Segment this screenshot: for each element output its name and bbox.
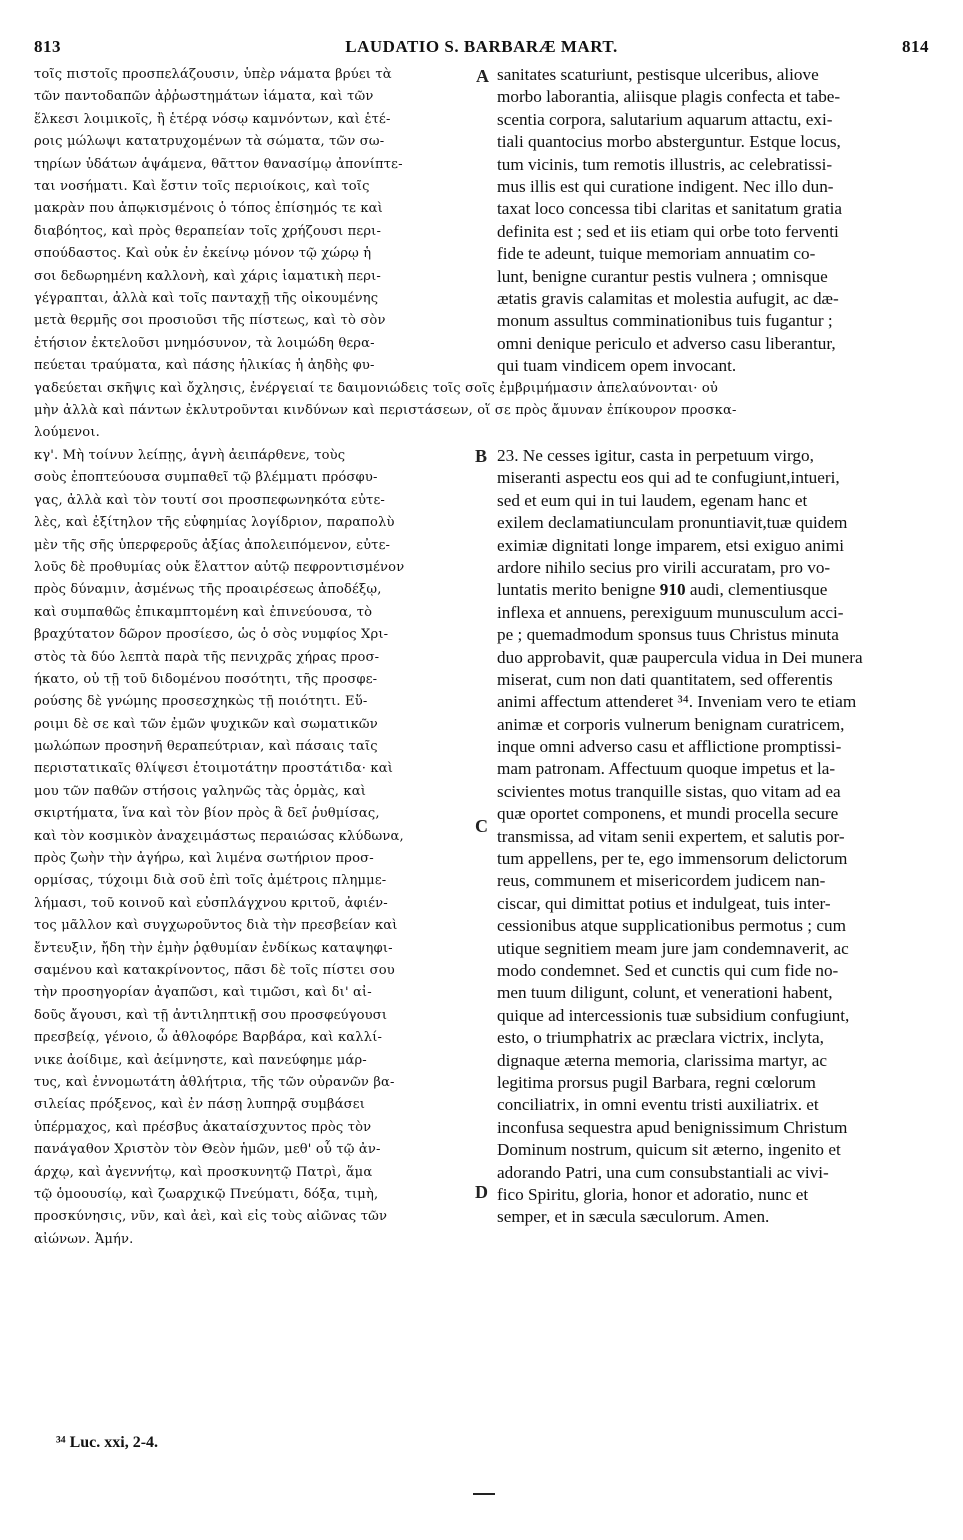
latin-text-line: eximiæ dignitati longe imparem, etsi exiguo animi xyxy=(497,535,845,555)
greek-text-line: περιστατικαῖς θλίψεσι ἑτοιμοτάτην προστάτιδα· καὶ xyxy=(34,761,394,777)
greek-text-line: τοῖς πιστοῖς προσπελάζουσιν, ὑπὲρ νάματα βρύει τὰ xyxy=(34,67,392,82)
greek-text-line: νικε ἀοίδιμε, καὶ ἀείμνηστε, καὶ πανεύφημε μάρ- xyxy=(34,1052,367,1068)
running-title: LAUDATIO S. BARBARÆ MART. xyxy=(345,37,618,56)
greek-text-line: πανάγαθον Χριστὸν τὸν Θεὸν ἡμῶν, μεθ' οὗ τῷ ἀν- xyxy=(34,1142,381,1158)
latin-text-line: quique ad intercessionis tuæ subsidium confugiunt, xyxy=(497,1005,850,1025)
greek-text-line: ἕλκεσι λοιμικοῖς, ἢ ἑτέρᾳ νόσῳ καμνόντων, καὶ ἑτέ- xyxy=(34,111,391,127)
greek-text-line: λήμασι, τοῦ κοινοῦ καὶ εὐσπλάγχνου κριτοῦ, ἀφιέν- xyxy=(34,895,388,911)
latin-text-line: scentia corpora, salutarium aquarum attactu, exi- xyxy=(497,109,833,129)
latin-text-line: duo approbavit, quæ paupercula vidua in Dei munera xyxy=(497,647,863,667)
margin-marker-c: C xyxy=(475,816,488,836)
latin-text-line: quæ oportet componens, et mundi procella secure xyxy=(497,804,839,824)
greek-text-line: ρούσης δὲ γνώμης προσεσχηκὼς τῇ ποιότητι. Εὕ- xyxy=(34,694,368,710)
greek-text-line: σιλείας πρόξενος, καὶ ἐν πάσῃ λυπηρᾷ συμβάσει xyxy=(34,1097,366,1113)
greek-text-line: γέγραπται, ἀλλὰ καὶ τοῖς πανταχῇ τῆς οἰκουμένης xyxy=(34,290,379,306)
latin-text-line: inque omni adverso casu et afflictione promptissi- xyxy=(497,737,842,757)
latin-text-line: omni denique periculo et adverso casu liberantur, xyxy=(497,333,836,353)
latin-text-line: men tuum diligunt, colunt, et venerationi habent, xyxy=(497,983,833,1003)
latin-text-line: pe ; quemadmodum sponsus tuus Christus minuta xyxy=(497,625,839,645)
greek-text-line: ται νοσήματι. Καὶ ἔστιν τοῖς περιοίκοις, καὶ τοῖς xyxy=(34,178,370,194)
latin-text-line: tum appellens, per te, ego immensorum delictorum xyxy=(497,849,848,869)
latin-text-fragment: luntatis merito benigne xyxy=(497,580,660,600)
greek-text-line: ορμίσας, τύχοιμι διὰ σοῦ ἐπὶ τοῖς ἀμέτροις πλημμε- xyxy=(34,873,387,889)
latin-text-line: exilem declamatiunculam pronuntiavit,tuæ quidem xyxy=(497,513,848,533)
greek-column-top xyxy=(34,64,471,377)
latin-text-line: miserat, cum non dati quantitatem, sed offerentis xyxy=(497,669,833,689)
latin-text-line: fico Spiritu, gloria, honor et adoratio, nunc et xyxy=(497,1184,809,1204)
latin-text-line: fide te adeunt, tuique memoriam annuatim co- xyxy=(497,244,816,264)
greek-text-line: τυς, καὶ ἐννομωτάτη ἀθλήτρια, τῆς τῶν οὐρανῶν βα- xyxy=(34,1074,395,1090)
greek-text-line: γας, ἀλλὰ καὶ τὸν τουτί σοι προσπεφωνηκότα εὐτε- xyxy=(34,492,385,508)
greek-text-line: λούμενοι. xyxy=(34,425,100,441)
latin-text-line: legitima prorsus pugil Barbara, regni cœlorum xyxy=(497,1072,816,1092)
latin-text-line: adorando Patri, una cum consubstantiali ac vivi- xyxy=(497,1162,829,1182)
greek-text-line: ήκατο, οὐ τῇ τοῦ διδομένου ποσότητι, τῆς προσφε- xyxy=(34,671,378,687)
greek-text-line: τὴν προσηγορίαν ἀγαπῶσι, καὶ τιμῶσι, καὶ δι' αἰ- xyxy=(34,985,372,1001)
latin-text-line: sanitates scaturiunt, pestisque ulceribus, aliove xyxy=(497,65,819,84)
greek-text-line: πρεσβείᾳ, γένοιο, ὦ ἀθλοφόρε Βαρβάρα, καὶ καλλί- xyxy=(34,1030,383,1046)
latin-text-line: morbo laborantia, aliisque plagis confecta et tabe- xyxy=(497,87,841,107)
latin-column-top xyxy=(497,64,931,377)
latin-text-line xyxy=(497,579,931,601)
latin-text-line: tum vicinis, tum remotis illustris, ac celebratissi- xyxy=(497,154,833,174)
latin-text-line: esto, o triumphatrix ac præclara victrix, inclyta, xyxy=(497,1028,824,1048)
latin-text-line: scivientes motus tranquille sistas, quo vitam ad ea xyxy=(497,781,841,801)
latin-text-line: definita est ; sed et iis etiam qui orbe toto ferventi xyxy=(497,221,839,241)
latin-text-line: transmissa, ad vitam senii expertem, et salutis por- xyxy=(497,826,845,846)
greek-text-line: ροιμι δὲ σε καὶ τῶν ἐμῶν ψυχικῶν καὶ σωματικῶν xyxy=(34,716,378,732)
margin-marker-a: A xyxy=(476,66,489,86)
column-number: 910 xyxy=(659,580,686,600)
latin-text-line: cessionibus atque supplicationibus permotus ; cum xyxy=(497,916,846,936)
footnote: ³⁴ Luc. xxi, 2-4. xyxy=(56,1434,159,1451)
latin-text-line: inconfusa sequestra apud benignissimum Christum xyxy=(497,1117,848,1137)
greek-text-line: προσκύνησις, νῦν, καὶ ἀεὶ, καὶ εἰς τοὺς αἰῶνας τῶν xyxy=(34,1209,388,1225)
greek-text-line: στὸς τὰ δύο λεπτὰ παρὰ τῆς πενιχρᾶς χήρας προσ- xyxy=(34,649,380,665)
greek-text-line: άρχῳ, καὶ ἀγεννήτῳ, καὶ προσκυνητῷ Πατρὶ, ἅμα xyxy=(34,1164,373,1180)
greek-text-line: ροις μώλωψι κατατρυχομένων τὰ σώματα, τῶν σω- xyxy=(34,134,385,150)
greek-text-line: δοῦς ἄγουσι, καὶ τῇ ἀντιληπτικῇ σου προσφεύγουσι xyxy=(34,1007,388,1023)
greek-text-line: μὴν ἀλλὰ καὶ πάντων ἐκλυτροῦνται κινδύνων καὶ περιστάσεων, οἵ σε πρὸς ἄμυναν ἐπίκουρον προσκα- xyxy=(34,402,737,418)
margin-marker-d: D xyxy=(475,1182,488,1202)
latin-text-line: sed et eum qui in tui laudem, egenam hanc et xyxy=(497,490,808,510)
latin-text-line: reus, communem et misericordem judicem nan- xyxy=(497,871,826,891)
latin-text-line: ætatis gravis calamitas et molestia aufugit, ac dæ- xyxy=(497,288,839,308)
latin-text-fragment: audi, clementiusque xyxy=(685,580,828,600)
latin-text-line: miseranti aspectu eos qui ad te confugiunt,intueri, xyxy=(497,468,840,488)
greek-text-line: καὶ τὸν κοσμικὸν ἀναχειμάστως περαιώσας κλύδωνα, xyxy=(34,828,404,844)
greek-text-line: λὲς, καὶ ἐξίτηλον τῆς εὐφημίας λογίδριον, παραπολὺ xyxy=(34,515,395,531)
greek-text-line: ἐτήσιον ἐκτελοῦσι μνημόσυνον, τὰ λοιμώδη θερα- xyxy=(34,335,375,351)
greek-text-line: σκιρτήματα, ἵνα καὶ τὸν βίον πρὸς ἃ δεῖ ῥυθμίσας, xyxy=(34,806,380,822)
greek-text-line: τηρίων ὑδάτων ἁψάμενα, θᾶττον θανασίμῳ ἀπονίπτε- xyxy=(34,156,403,172)
latin-text-line: ardore nihilo secius pro virili accuratam, pro vo- xyxy=(497,557,831,577)
latin-text-line: 23. Ne cesses igitur, casta in perpetuum virgo, xyxy=(497,446,814,465)
greek-text-line: βραχύτατον δῶρον προσίεσο, ὡς ὁ σὸς νυμφίος Χρι- xyxy=(34,627,389,643)
greek-text-line: ἔντευξιν, ἤδη τὴν ἐμὴν ῥᾳθυμίαν ἐνδίκως καταψηφι- xyxy=(34,940,393,956)
greek-column-bottom xyxy=(34,445,471,1251)
greek-text-line: μωλώπων προσηνῆ θεραπεύτριαν, καὶ πάσαις ταῖς xyxy=(34,739,378,755)
latin-text-line: utique segnitiem meam jure jam condemnaverit, ac xyxy=(497,938,849,958)
latin-text-line: Dominum nostrum, quicum sit æterno, ingenito et xyxy=(497,1140,841,1160)
greek-text-line: λοῦς δὲ προθυμίας οὐκ ἔλαττον αὐτῷ πεφροντισμένον xyxy=(34,559,405,575)
greek-text-line: σοὺς ἐποπτεύουσα συμπαθεῖ τῷ βλέμματι πρόσφυ- xyxy=(34,470,378,486)
end-dash xyxy=(473,1493,495,1495)
greek-text-line: πρὸς δύναμιν, ἀσμένως τῆς προαιρέσεως ἀποδέξῳ, xyxy=(34,582,382,598)
greek-text-line: σοι δεδωρημένη καλλονὴ, καὶ χάρις ἰαματικὴ περι- xyxy=(34,268,381,284)
greek-text-line: τῶν παντοδαπῶν ἀῤῥωστημάτων ἰάματα, καὶ τῶν xyxy=(34,89,374,105)
greek-text-line: πεύεται τραύματα, καὶ πάσης ἡλικίας ἡ ἀηδὴς φυ- xyxy=(34,358,375,374)
greek-text-line: σαμένου καὶ κατακρίνοντος, πᾶσι δὲ τοῖς πίστει σου xyxy=(34,962,395,978)
greek-text-line: ὑπέρμαχος, καὶ πρέσβυς ἀκαταίσχυντος πρὸς τὸν xyxy=(34,1119,372,1135)
greek-text-line: γαδεύεται σκῆψις καὶ ὄχλησις, ἐνέργειαί τε δαιμονιώδεις τοῖς σοῖς ἐμβριμήμασιν ἀπελαύνονται· οὐ xyxy=(34,380,719,396)
right-page-number: 814 xyxy=(902,37,929,56)
latin-text-line: inflexa et annuens, perexiguum munusculum acci- xyxy=(497,602,844,622)
margin-marker-b: B xyxy=(475,446,488,466)
greek-text-line: πρὸς ζωὴν τὴν ἀγήρω, καὶ λιμένα σωτήριον προσ- xyxy=(34,851,374,867)
latin-text-line: dignaque æterna memoria, clarissima martyr, ac xyxy=(497,1050,828,1070)
page-header xyxy=(34,37,929,59)
latin-text-line: conciliatrix, in omni eventu tristi auxiliatrix. et xyxy=(497,1095,819,1115)
latin-text-line: animæ et corporis vulnerum benignam curatricem, xyxy=(497,714,845,734)
greek-text-line: διαβόητος, καὶ πρὸς θεραπείαν τοῖς χρήζουσι περι- xyxy=(34,223,382,239)
latin-text-line: qui tuam vindicem opem invocant. xyxy=(497,356,737,376)
greek-text-line: μακρὰν που ἀπῳκισμένοις ὁ τόπος ἐπίσημός τε καὶ xyxy=(34,201,383,217)
greek-text-line: μὲν τῆς σῆς ὑπερφεροῦς ἀξίας ἀπολειπόμενον, εὐτε- xyxy=(34,537,391,553)
latin-text-line: animi affectum attenderet ³⁴. Inveniam vero te etiam xyxy=(497,692,857,712)
latin-text-line: monum assultus comminationibus tuis fugantur ; xyxy=(497,311,833,331)
latin-text-line: semper, et in sæcula sæculorum. Amen. xyxy=(497,1207,770,1227)
latin-text-line: lunt, benigne curantur pestis vulnera ; omnisque xyxy=(497,266,828,286)
greek-text-line: καὶ συμπαθῶς ἐπικαμπτομένη καὶ ἐπινεύουσα, τὸ xyxy=(34,604,373,620)
greek-full-width-paragraph xyxy=(34,378,931,445)
latin-text-line: ciscar, qui dimittat potius et indulgeat, tuis inter- xyxy=(497,893,831,913)
latin-text-line: tiali quantocius morbo absterguntur. Estque locus, xyxy=(497,132,841,152)
latin-text-line: mus illis est qui curatione indigent. Nec illo dun- xyxy=(497,176,834,196)
latin-text-line: taxat loco concessa tibi claritas et sanitatum gratia xyxy=(497,199,843,219)
greek-text-line: μετὰ θερμῆς σοι προσιοῦσι τῆς πίστεως, καὶ τὸ σὸν xyxy=(34,313,386,329)
left-page-number: 813 xyxy=(34,37,61,56)
greek-text-line: τῷ ὁμοουσίῳ, καὶ ζωαρχικῷ Πνεύματι, δόξα, τιμὴ, xyxy=(34,1186,379,1202)
greek-text-line: κγ'. Μὴ τοίνυν λείπῃς, ἁγνὴ ἀειπάρθενε, τοὺς xyxy=(34,448,346,463)
latin-text-line: mam patronam. Affectuum quoque impetus et la- xyxy=(497,759,836,779)
latin-column-bottom xyxy=(497,445,931,1229)
greek-text-line: τος μᾶλλον καὶ συγχωροῦντος διὰ τὴν πρεσβείαν καὶ xyxy=(34,918,398,934)
latin-text-line: modo condemnet. Sed et cunctis qui cum fide no- xyxy=(497,960,839,980)
greek-text-line: αἰώνων. Ἀμήν. xyxy=(34,1231,134,1247)
greek-text-line: σπούδαστος. Καὶ οὐκ ἐν ἐκείνῳ μόνον τῷ χώρῳ ἡ xyxy=(34,246,372,262)
greek-text-line: μου τῶν παθῶν στήσοις γαληνῶς τὰς ὁρμὰς, καὶ xyxy=(34,783,367,799)
